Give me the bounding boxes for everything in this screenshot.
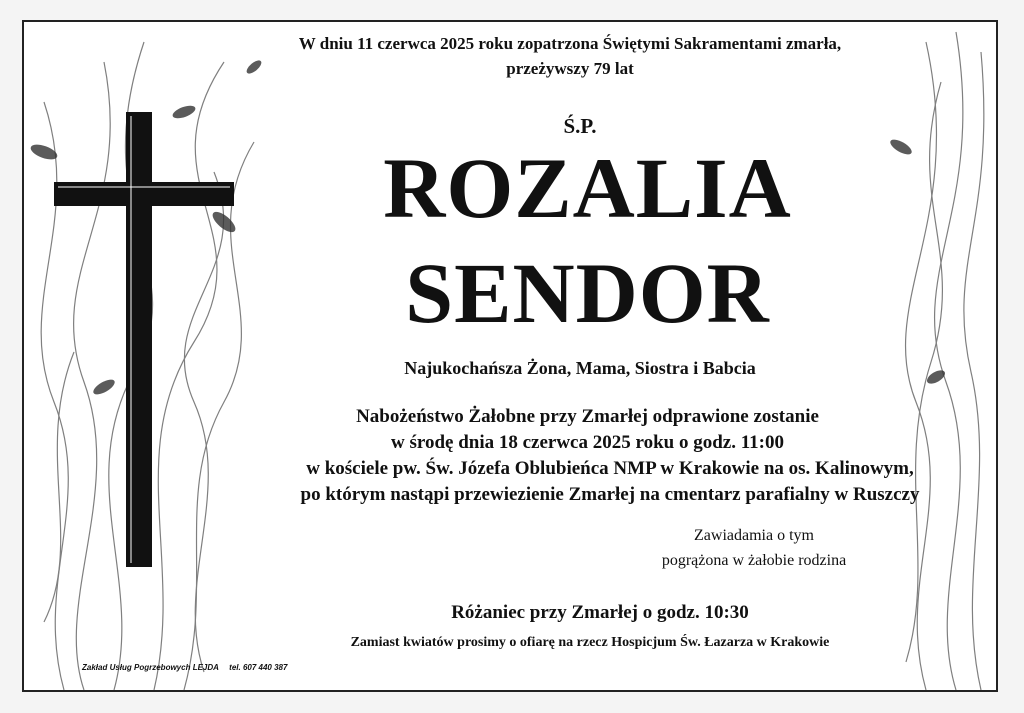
family-line-2: pogrążona w żałobie rodzina (661, 552, 847, 569)
funeral-home-footer (82, 663, 295, 672)
deceased-last-name: SENDOR (405, 245, 770, 341)
flowers-request-line: Zamiast kwiatów prosimy o ofiarę na rzecz Hospicjum Św. Łazarza w Krakowie (350, 635, 830, 650)
obituary-content (24, 22, 996, 690)
intro-line-2: przeżywszy 79 lat (506, 59, 634, 78)
prefix-sp: Ś.P. (563, 114, 597, 138)
relation-line: Najukochańsza Żona, Mama, Siostra i Babcia (404, 358, 756, 378)
rosary-line: Różaniec przy Zmarłej o godz. 10:30 (451, 602, 749, 623)
service-line-1: Nabożeństwo Żałobne przy Zmarłej odprawione zostanie (356, 406, 819, 427)
service-line-4: po którym nastąpi przewiezienie Zmarłej na cmentarz parafialny w Ruszczy (300, 484, 920, 505)
deceased-first-name: ROZALIA (383, 140, 792, 236)
obituary-sheet (22, 20, 998, 692)
service-line-3: w kościele pw. Św. Józefa Oblubieńca NMP w Krakowie na os. Kalinowym, (306, 458, 914, 479)
family-line-1: Zawiadamia o tym (694, 527, 814, 544)
service-line-2: w środę dnia 18 czerwca 2025 roku o godz. 11:00 (390, 432, 784, 453)
funeral-home-name: Zakład Usług Pogrzebowych LEJDA (82, 663, 219, 672)
intro-line-1: W dniu 11 czerwca 2025 roku zopatrzona Świętymi Sakramentami zmarła, (298, 34, 842, 53)
funeral-home-phone: tel. 607 440 387 (229, 663, 288, 672)
